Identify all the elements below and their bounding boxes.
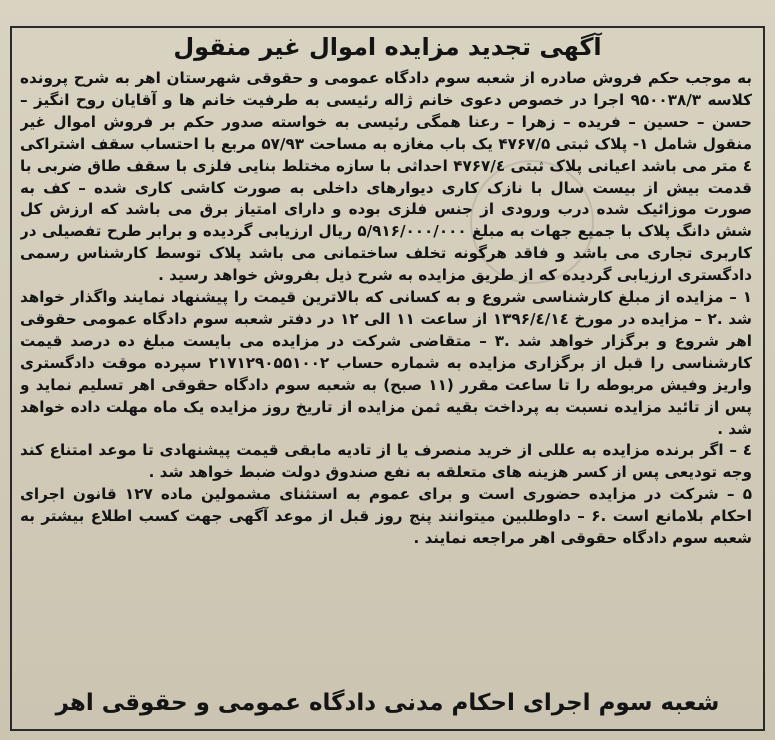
notice-paragraph: ٤ – اگر برنده مزایده به عللی از خرید منصرف یا از تادیه مابقی قیمت پیشنهادی تا موعد امتناع کند وجه تودیعی پس از کسر هزینه های متعلقه به نفع صندوق دولت ضبط خواهد شد .	[20, 441, 752, 482]
notice-paragraph: به موجب حکم فروش صادره از شعبه سوم دادگاه عمومی و حقوقی شهرستان اهر به شرح پرونده کلاسه ۹۵۰۰۳۸/۳ اجرا در خصوص دعوی خانم ژاله رئیسی به طرفیت خانم ها و آقایان روح انگیز – حسن – حسین – فریده – زهرا – رعنا همگی رئیسی به خواسته صدور حکم بر فروش اموال غیر منقول شامل ۱- پلاک ثبتی ۴۷۶۷/۵ یک باب مغازه به مساحت ۵۷/۹۳ مربع با احتساب سقف اشتراکی ٤ متر می باشد اعیانی پلاک ثبتی ۴۷۶۷/٤ احداثی با سازه مختلط بنایی فلزی با سقف طاق ضربی با قدمت بیش از بیست سال با نازک کاری دیوارهای داخلی به صورت کاشی کاری شده – کف به صورت موزائیک شده درب ورودی از جنس فلزی بوده و دارای امتیاز برق می باشد که ارزش کل شش دانگ پلاک با جمیع جهات به مبلغ ۵/۹۱۶/۰۰۰/۰۰۰ ریال ارزیابی گردیده و برابر طرح تفصیلی در کاربری تجاری می باشد و فاقد هرگونه تخلف ساختمانی می باشد پلاک توسط کارشناس رسمی دادگستری ارزیابی گردیده که از طریق مزایده به شرح ذیل بفروش خواهد رسید .	[20, 69, 752, 285]
notice-paragraph: ۱ – مزایده از مبلغ کارشناسی شروع و به کسانی که بالاترین قیمت را پیشنهاد نمایند واگذار خواهد شد .۲ – مزایده در مورخ ۱۳۹۶/٤/۱٤ از ساعت ۱۱ الی ۱۲ در دفتر شعبه سوم دادگاه عمومی حقوقی اهر شروع و برگزار خواهد شد .۳ – متقاضی شرکت در مزایده می بایست مبلغ ده درصد قیمت کارشناسی را قبل از برگزاری مزایده به شماره حساب ۲۱۷۱۲۹۰۵۵۱۰۰۲ سپرده موقت دادگستری واریز وفیش مربوطه را تا ساعت مقرر (۱۱ صبح) به شعبه سوم دادگاه حقوقی اهر تسلیم نماید و پس از تائید مزایده نسبت به پرداخت بقیه ثمن مزایده از تاریخ روز مزایده یک ماه مهلت داده خواهد شد .	[20, 288, 752, 438]
notice-signature: شعبه سوم اجرای احکام مدنی دادگاه عمومی و حقوقی اهر	[55, 690, 720, 716]
notice-paragraph: ۵ – شرکت در مزایده حضوری است و برای عموم به استثنای مشمولین ماده ۱۲۷ قانون اجرای احکام بلامانع است .۶ – داوطلبین میتوانند پنج روز قبل از موعد آگهی جهت کسب اطلاع بیشتر به شعبه سوم دادگاه حقوقی اهر مراجعه نمایند .	[20, 485, 752, 548]
notice-body	[20, 68, 752, 684]
notice-title: آگهی تجدید مزایده اموال غیر منقول	[173, 33, 602, 61]
